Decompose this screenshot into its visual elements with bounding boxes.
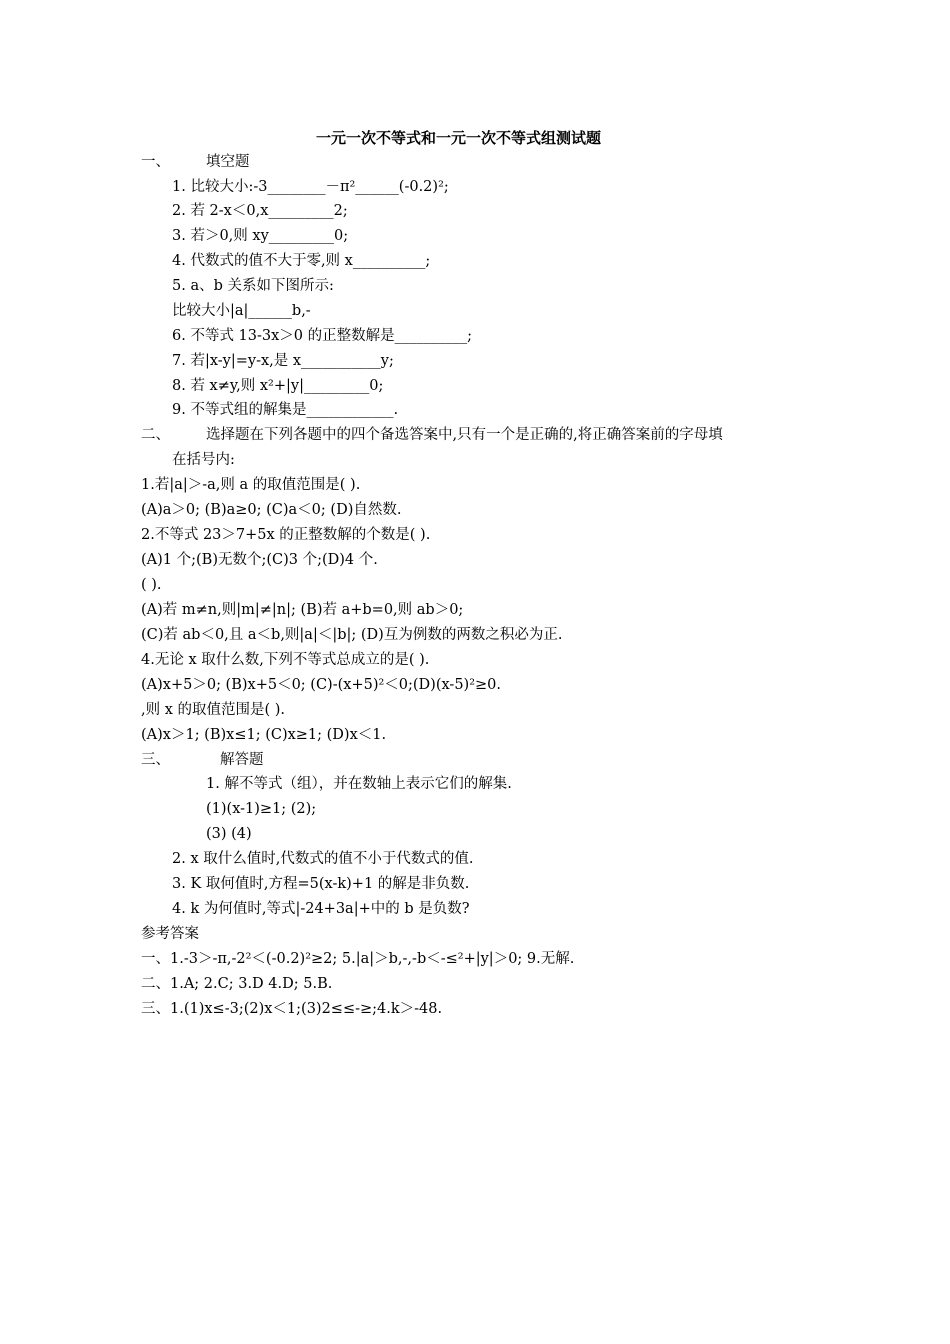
choice-question-4-options: (A)x+5＞0; (B)x+5＜0; (C)-(x+5)²＜0;(D)(x-5)²≥0. <box>141 677 501 693</box>
fill-question-5-compare: 比较大小|a|______b,- <box>172 303 311 319</box>
fill-question-7: 7. 若|x-y|=y-x,是 x___________y; <box>172 353 394 369</box>
section-2-title: 选择题在下列各题中的四个备选答案中,只有一个是正确的,将正确答案前的字母填 <box>206 427 723 443</box>
fill-question-6: 6. 不等式 13-3x＞0 的正整数解是__________; <box>172 328 473 344</box>
solve-problem-2: 2. x 取什么值时,代数式的值不小于代数式的值. <box>172 851 474 867</box>
section-2-number: 二、 <box>141 427 170 443</box>
fill-question-2: 2. 若 2-x＜0,x_________2; <box>172 203 348 219</box>
section-1-number: 一、 <box>141 154 170 170</box>
fill-question-5: 5. a、b 关系如下图所示: <box>172 278 334 294</box>
answers-section-2: 二、1.A; 2.C; 3.D 4.D; 5.B. <box>141 976 333 992</box>
fill-question-3: 3. 若＞0,则 xy_________0; <box>172 228 349 244</box>
section-3-title: 解答题 <box>220 752 264 768</box>
answers-section-1: 一、1.-3＞-π,-2²＜(-0.2)²≥2; 5.|a|＞b,-,-b＜-≤²+|y|＞0; 9.无解. <box>141 951 575 967</box>
section-1-title: 填空题 <box>206 154 250 170</box>
fill-question-4: 4. 代数式的值不大于零,则 x__________; <box>172 253 431 269</box>
page-title: 一元一次不等式和一元一次不等式组测试题 <box>316 129 602 147</box>
section-2-title-cont: 在括号内: <box>172 452 235 468</box>
fill-question-9: 9. 不等式组的解集是____________. <box>172 402 399 418</box>
choice-question-3: ( ). <box>141 577 162 593</box>
solve-problem-1-parts-a: (1)(x-1)≥1; (2); <box>206 801 317 817</box>
choice-question-1: 1.若|a|＞-a,则 a 的取值范围是( ). <box>141 477 361 493</box>
choice-question-3-options-ab: (A)若 m≠n,则|m|≠|n|; (B)若 a+b=0,则 ab＞0; <box>141 602 464 618</box>
solve-problem-4: 4. k 为何值时,等式|-24+3a|+中的 b 是负数? <box>172 901 470 917</box>
answers-section-3: 三、1.(1)x≤-3;(2)x＜1;(3)2≤≤-≥;4.k＞-48. <box>141 1001 443 1017</box>
choice-question-5-options: (A)x＞1; (B)x≤1; (C)x≥1; (D)x＜1. <box>141 727 387 743</box>
fill-question-8: 8. 若 x≠y,则 x²+|y|_________0; <box>172 378 384 394</box>
choice-question-4: 4.无论 x 取什么数,下列不等式总成立的是( ). <box>141 652 430 668</box>
solve-problem-3: 3. K 取何值时,方程=5(x-k)+1 的解是非负数. <box>172 876 470 892</box>
choice-question-3-options-cd: (C)若 ab＜0,且 a＜b,则|a|＜|b|; (D)互为例数的两数之积必为正. <box>141 627 563 643</box>
fill-question-1: 1. 比较大小:-3________－π²______(-0.2)²; <box>172 179 449 195</box>
choice-question-1-options: (A)a＞0; (B)a≥0; (C)a＜0; (D)自然数. <box>141 502 402 518</box>
answers-heading: 参考答案 <box>141 926 199 942</box>
section-3-number: 三、 <box>141 752 170 768</box>
choice-question-2: 2.不等式 23＞7+5x 的正整数解的个数是( ). <box>141 527 431 543</box>
solve-problem-1-parts-b: (3) (4) <box>206 826 252 842</box>
choice-question-2-options: (A)1 个;(B)无数个;(C)3 个;(D)4 个. <box>141 552 378 568</box>
solve-problem-1: 1. 解不等式（组），并在数轴上表示它们的解集. <box>206 776 512 792</box>
choice-question-5: ,则 x 的取值范围是( ). <box>141 702 286 718</box>
